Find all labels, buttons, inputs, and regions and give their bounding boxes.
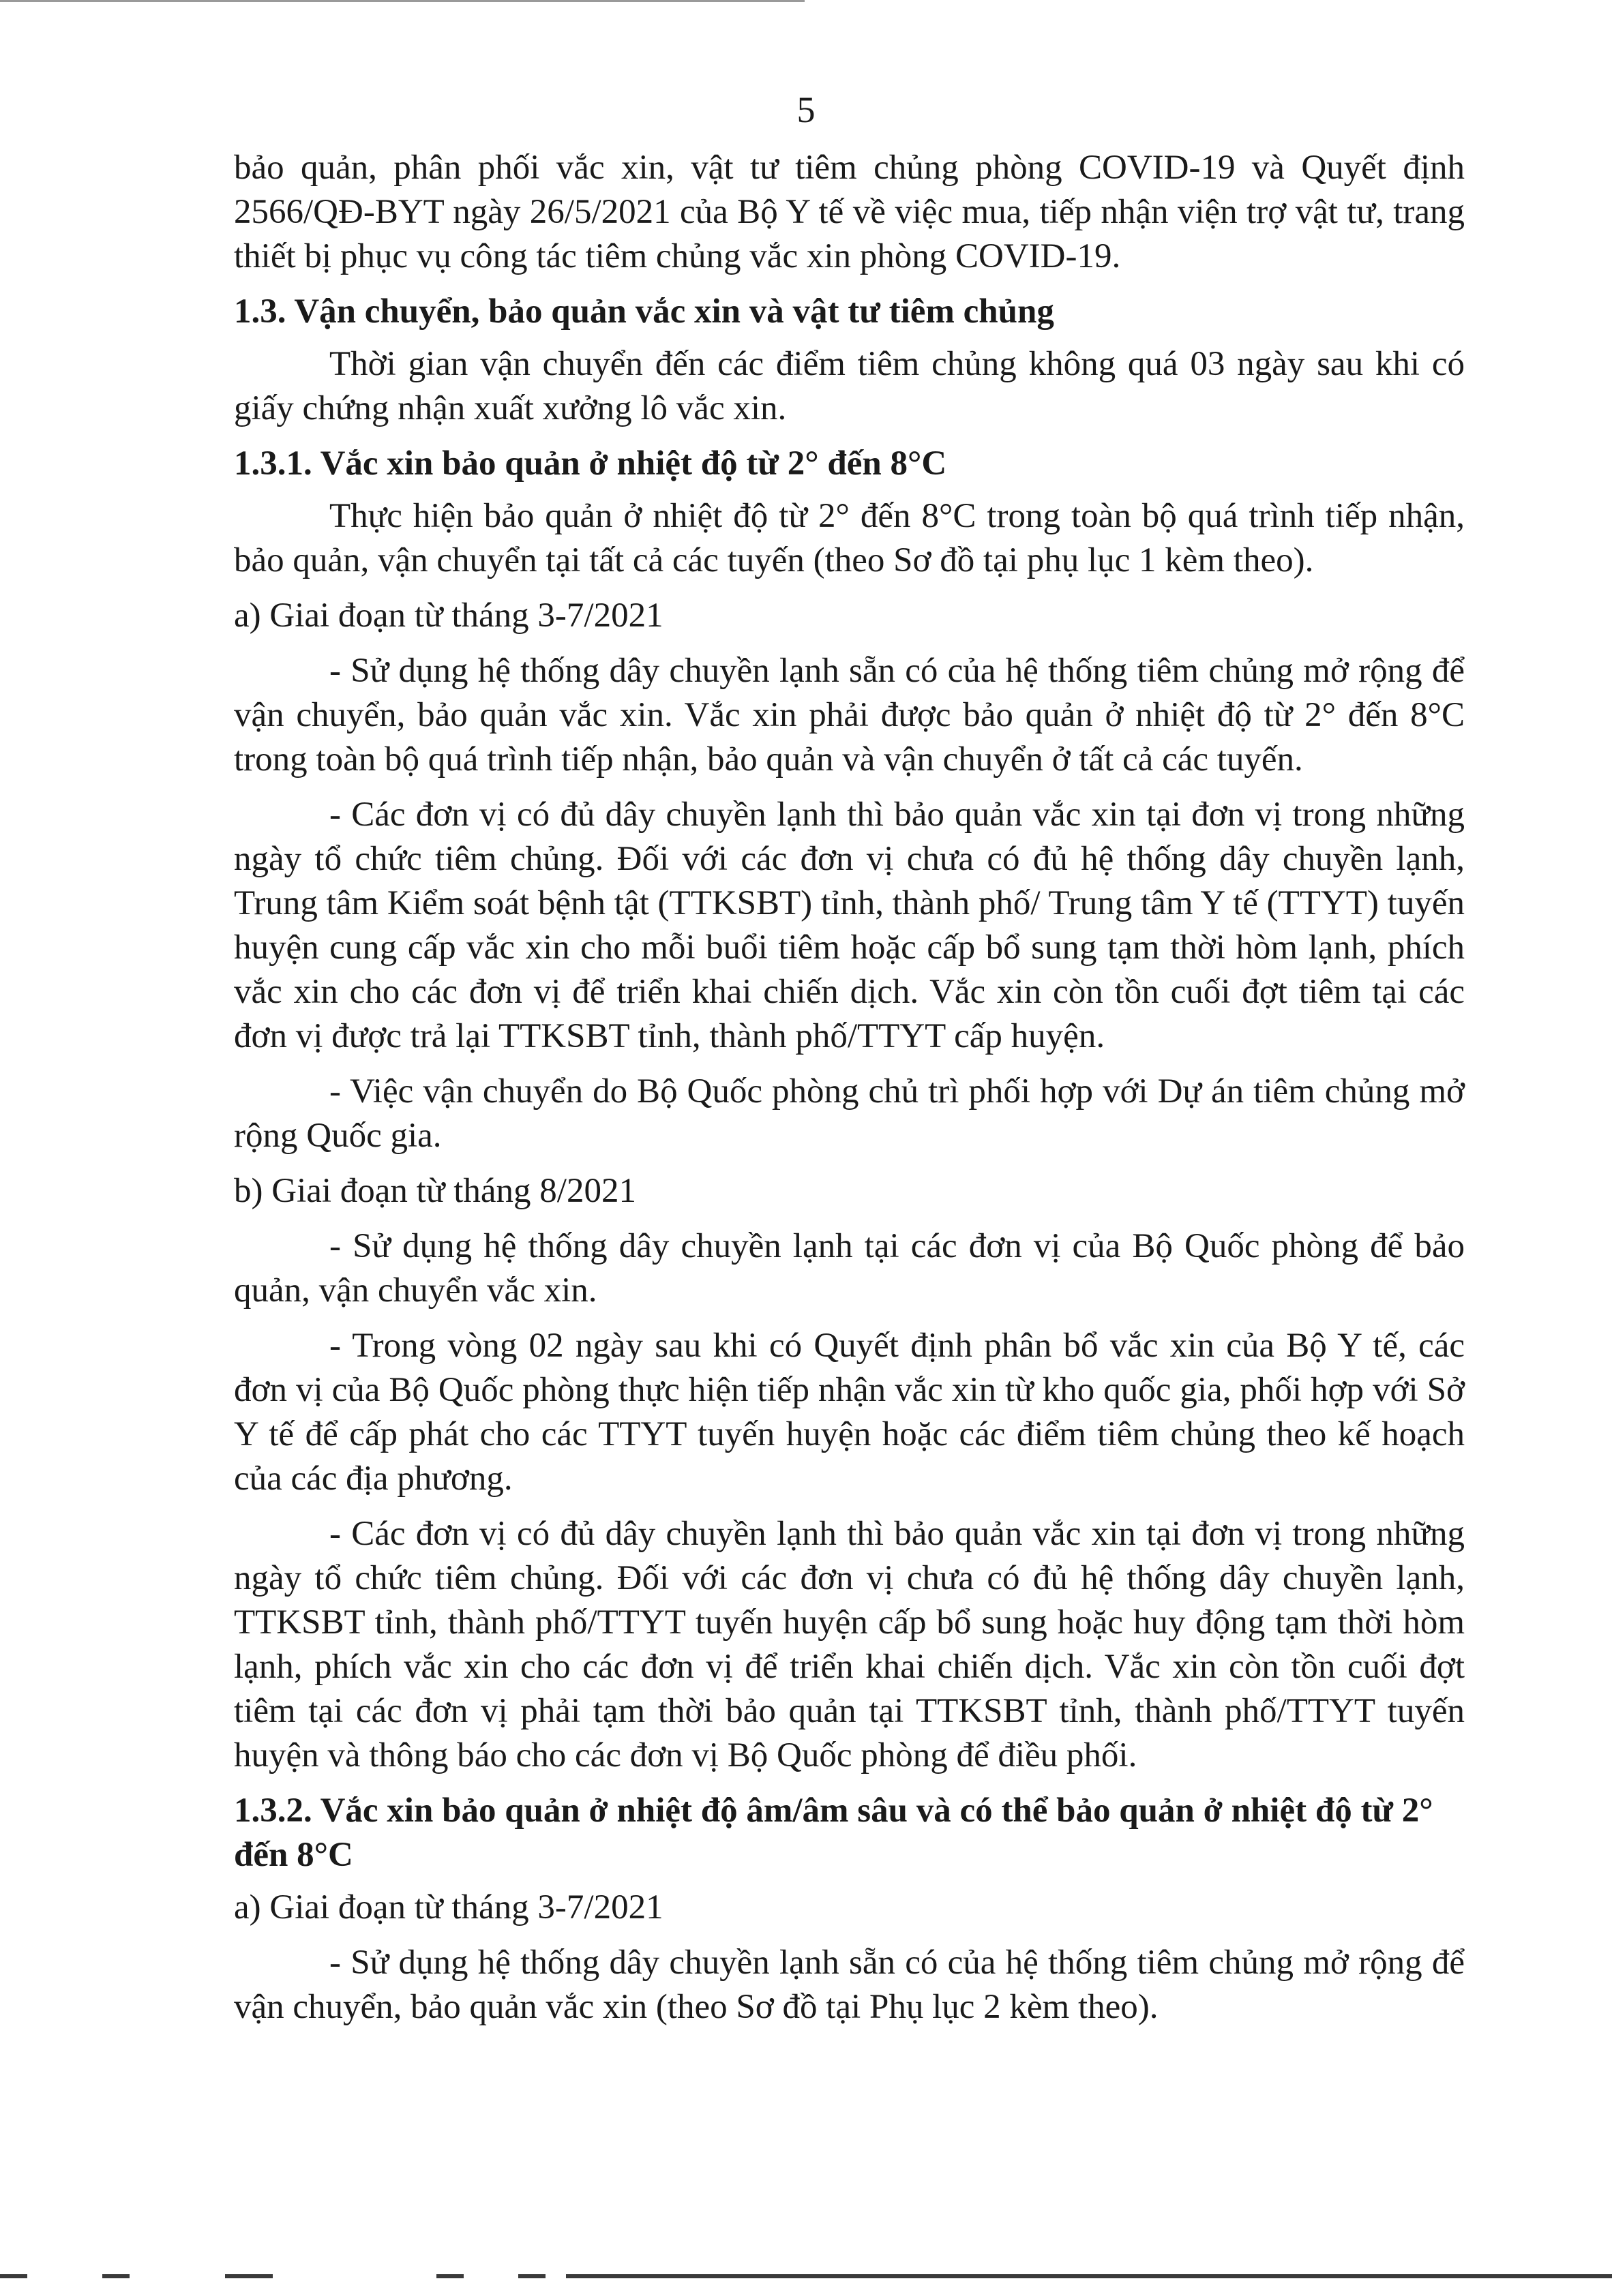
heading-1-3: 1.3. Vận chuyển, bảo quản vắc xin và vật tư tiêm chủng [234,292,1054,331]
heading-1-3-1: 1.3.1. Vắc xin bảo quản ở nhiệt độ từ 2° đến 8°C [234,444,947,483]
document-body [234,146,1465,2040]
phase-b-label: b) Giai đoạn từ tháng 8/2021 [234,1172,636,1210]
paragraph-phase-a-cold-chain: - Sử dụng hệ thống dây chuyền lạnh sẵn có của hệ thống tiêm chủng mở rộng để vận chuyển, bảo quản vắc xin. Vắc xin phải được bảo quản ở nhiệt độ từ 2° đến 8°C trong toàn bộ quá trình tiếp nhận, bảo quản và vận chuyển ở tất cả các tuyến. [234,652,1465,779]
phase-a-label: a) Giai đoạn từ tháng 3-7/2021 [234,596,663,635]
scan-edge-top [0,0,805,2]
scan-edge-bottom [0,2274,1612,2281]
paragraph-phase-b-cold-chain: - Sử dụng hệ thống dây chuyền lạnh tại các đơn vị của Bộ Quốc phòng để bảo quản, vận chuyển vắc xin. [234,1227,1465,1310]
page-number: 5 [796,89,816,130]
paragraph-phase-a-cold-chain-2: - Sử dụng hệ thống dây chuyền lạnh sẵn có của hệ thống tiêm chủng mở rộng để vận chuyển, bảo quản vắc xin (theo Sơ đồ tại Phụ lục 2 kèm theo). [234,1944,1465,2026]
paragraph-phase-b-units: - Các đơn vị có đủ dây chuyền lạnh thì bảo quản vắc xin tại đơn vị trong những ngày tổ chức tiêm chủng. Đối với các đơn vị chưa có đủ hệ thống dây chuyền lạnh, TTKSBT tỉnh, thành phố/TTYT tuyến huyện cấp bổ sung hoặc huy động tạm thời hòm lạnh, phích vắc xin cho các đơn vị để triển khai chiến dịch. Vắc xin còn tồn cuối đợt tiêm tại các đơn vị phải tạm thời bảo quản tại TTKSBT tỉnh, thành phố/TTYT tuyến huyện và thông báo cho các đơn vị Bộ Quốc phòng để điều phối. [234,1515,1465,1774]
phase-a-label-2: a) Giai đoạn từ tháng 3-7/2021 [234,1888,663,1927]
paragraph-intro-continuation: bảo quản, phân phối vắc xin, vật tư tiêm chủng phòng COVID-19 và Quyết định 2566/QĐ-BYT ngày 26/5/2021 của Bộ Y tế về việc mua, tiếp nhận viện trợ vật tư, trang thiết bị phục vụ công tác tiêm chủng vắc xin phòng COVID-19. [234,149,1465,275]
paragraph-transport-time: Thời gian vận chuyển đến các điểm tiêm chủng không quá 03 ngày sau khi có giấy chứng nhận xuất xưởng lô vắc xin. [234,345,1465,427]
heading-1-3-2: 1.3.2. Vắc xin bảo quản ở nhiệt độ âm/âm sâu và có thể bảo quản ở nhiệt độ từ 2° đến 8°C [234,1792,1433,1874]
paragraph-storage-2-8: Thực hiện bảo quản ở nhiệt độ từ 2° đến 8°C trong toàn bộ quá trình tiếp nhận, bảo quản, vận chuyển tại tất cả các tuyến (theo Sơ đồ tại phụ lục 1 kèm theo). [234,497,1465,579]
paragraph-phase-b-allocation: - Trong vòng 02 ngày sau khi có Quyết định phân bổ vắc xin của Bộ Y tế, các đơn vị của Bộ Quốc phòng thực hiện tiếp nhận vắc xin từ kho quốc gia, phối hợp với Sở Y tế để cấp phát cho các TTYT tuyến huyện hoặc các điểm tiêm chủng theo kế hoạch của các địa phương. [234,1327,1465,1498]
paragraph-phase-a-units: - Các đơn vị có đủ dây chuyền lạnh thì bảo quản vắc xin tại đơn vị trong những ngày tổ chức tiêm chủng. Đối với các đơn vị chưa có đủ hệ thống dây chuyền lạnh, Trung tâm Kiểm soát bệnh tật (TTKSBT) tỉnh, thành phố/ Trung tâm Y tế (TTYT) tuyến huyện cung cấp vắc xin cho mỗi buổi tiêm hoặc cấp bổ sung tạm thời hòm lạnh, phích vắc xin cho các đơn vị để triển khai chiến dịch. Vắc xin còn tồn cuối đợt tiêm tại các đơn vị được trả lại TTKSBT tỉnh, thành phố/TTYT cấp huyện. [234,796,1465,1055]
paragraph-phase-a-transport: - Việc vận chuyển do Bộ Quốc phòng chủ trì phối hợp với Dự án tiêm chủng mở rộng Quốc gia. [234,1072,1465,1155]
